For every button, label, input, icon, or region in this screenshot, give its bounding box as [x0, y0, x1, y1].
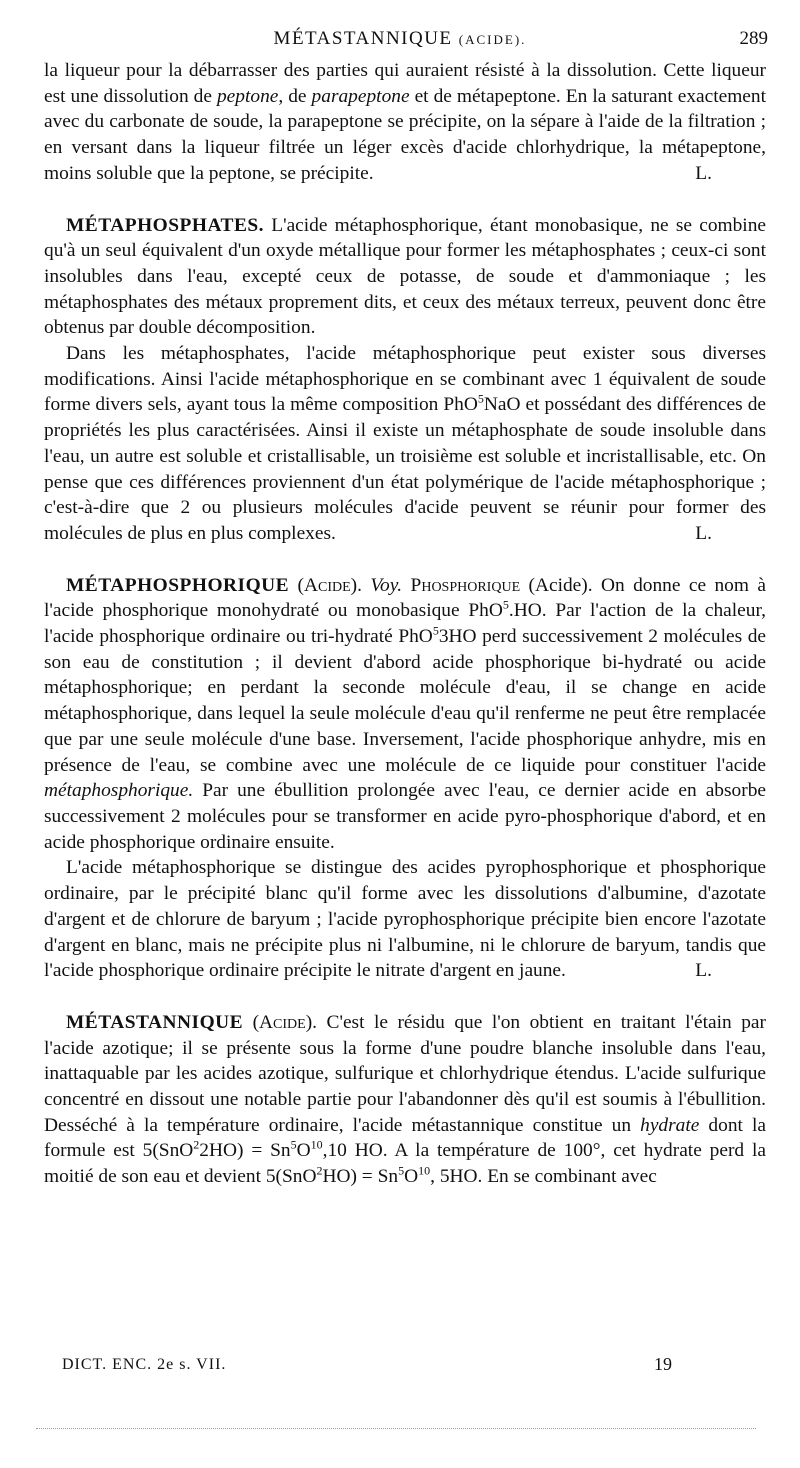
page-footer	[0, 1352, 800, 1382]
text-run: Dans les métaphosphates, l'acide métaphosphorique peut exister sous diverses modifications. Ainsi l'acide métaphosphorique en se combinant avec 1 équivalent de soude forme divers sels, ayant tous la même composition PhO	[44, 343, 766, 416]
text-run: et de métapeptone. En la saturant exactement avec du carbonate de soude, la parapeptone se précipite, on la sépare à l'aide de la filtration ; en versant dans la liqueur filtrée un léger excès d'acide chlorhydrique, la métapeptone, moins soluble que la peptone, se précipite.	[44, 85, 766, 184]
spacer	[44, 547, 766, 573]
running-title-word: MÉTASTANNIQUE	[273, 28, 453, 49]
cross-reference: Phosphorique	[410, 574, 521, 596]
entry-metastannique	[44, 1010, 766, 1190]
footer-sheet-number: 19	[654, 1354, 672, 1374]
text-run: L'acide métaphosphorique, étant monobasique, ne se combine qu'à un seul équivalent d'un oxyde métallique pour former les métaphosphates ; ceux-ci sont insolubles dans l'eau, excepté ceux de potasse, de soude et d'ammoniaque ; les métaphosphates des métaux proprement dits, et ceux des métaux terreux, peuvent donc être obtenus par double décomposition.	[44, 214, 766, 339]
entry-acide: (Acide).	[252, 1011, 318, 1033]
text-run: On donne ce nom à l'acide phosphorique monohydraté ou monobasique PhO	[44, 574, 766, 622]
text-run: la liqueur pour la débarrasser des parties qui auraient résisté à la dissolution. Cette liqueur est une dissolution de	[44, 60, 766, 107]
text-run: Par une ébullition prolongée avec l'eau, ce dernier acide en absorbe successivement 2 molécules pour se transformer en acide pyro-phosphorique d'abord, et en acide phosphorique ordinaire ensuite.	[44, 780, 766, 853]
signature: L.	[695, 162, 712, 184]
entry-acide: (Acide).	[297, 574, 362, 596]
superscript: 10	[310, 1137, 323, 1152]
term-peptone: peptone	[216, 85, 279, 107]
term-hydrate: hydrate	[640, 1114, 700, 1136]
cross-reference-acide: (Acide).	[528, 574, 593, 596]
running-title	[240, 28, 560, 50]
page-body	[44, 58, 766, 1190]
spacer	[44, 984, 766, 1010]
entry-heading: MÉTASTANNIQUE	[66, 1011, 244, 1033]
running-title-paren: (ACIDE).	[458, 32, 527, 47]
bottom-dotted-rule	[36, 1428, 756, 1431]
signature: L.	[695, 960, 712, 982]
superscript: 2	[316, 1163, 323, 1178]
text-run: 3HO perd successivement 2 molécules de son eau de constitution ; il devient d'abord acide phosphorique bi-hydraté ou acide métaphosphorique; en perdant la seconde molécule d'eau, il se change en acide métaphosphorique, dans lequel la seule molécule d'eau qu'il renferme ne peut être remplacée que par une seule molécule d'une base. Inversement, l'acide phosphorique anhydre, mis en présence de l'eau, se combine avec une molécule de ce liquide pour constituer l'acide	[44, 626, 767, 776]
entry-metaphosphates	[44, 213, 766, 342]
superscript: 10	[418, 1163, 431, 1178]
paragraph-metaphosphorique-2	[44, 855, 766, 984]
text-run: O	[404, 1166, 419, 1188]
text-run: dont la formule est 5(SnO	[44, 1114, 766, 1162]
term-metaphosphorique: métaphosphorique.	[44, 780, 194, 802]
term-parapeptone: parapeptone	[311, 85, 410, 107]
entry-metaphosphorique	[44, 573, 766, 856]
text-run: NaO et possédant des différences de propriétés les plus caractérisées. Ainsi il existe un métaphosphate de soude insoluble dans l'eau, un autre est soluble et cristallisable, un troisième est soluble et incristallisable, etc. On pense que ces différences proviennent d'un état polymérique de l'acide métaphosphorique ; c'est-à-dire que 2 ou plusieurs molécules d'acide peuvent se réunir pour former des molécules de plus en plus complexes.	[44, 394, 766, 544]
text-run: ,10 HO. A la température de 100°, cet hydrate perd la moitié de son eau et devient 5(SnO	[44, 1140, 766, 1188]
text-run: O	[296, 1140, 311, 1162]
text-run: 2HO) = Sn	[199, 1140, 291, 1162]
footer-signature-mark: DICT. ENC. 2e s. VII.	[62, 1356, 227, 1373]
voy: Voy.	[370, 574, 403, 596]
text-run: HO) = Sn	[322, 1166, 399, 1188]
signature: L.	[695, 522, 712, 544]
superscript: 5	[432, 623, 439, 638]
superscript: 5	[290, 1137, 297, 1152]
superscript: 5	[477, 391, 484, 406]
superscript: 5	[502, 597, 509, 612]
paragraph-metaphosphates-2	[44, 341, 766, 547]
running-header	[0, 22, 800, 52]
entry-heading: MÉTAPHOSPHATES.	[66, 214, 265, 236]
text-run: C'est le résidu que l'on obtient en traitant l'étain par l'acide azotique; il se présente sous la forme d'une poudre blanche insoluble dans l'eau, inattaquable par les acides azotique, sulfurique et chlorhydrique étendus. L'acide sulfurique concentré en dissout une notable partie pour l'abandonner dès qu'il est soumis à l'ébullition. Desséché à la température ordinaire, l'acide métastannique constitue un	[44, 1011, 766, 1136]
superscript: 5	[398, 1163, 405, 1178]
page-number: 289	[739, 28, 768, 49]
spacer	[44, 187, 766, 213]
text-run: .HO. Par l'action de la chaleur, l'acide phosphorique ordinaire ou tri-hydraté PhO	[44, 600, 766, 648]
entry-heading: MÉTAPHOSPHORIQUE	[66, 574, 290, 596]
paragraph-peptone	[44, 58, 766, 187]
text-run: , de	[278, 85, 312, 107]
text-run: L'acide métaphosphorique se distingue des acides pyrophosphorique et phosphorique ordinaire, par le précipité blanc qu'il forme avec les dissolutions d'albumine, d'azotate d'argent et de chlorure de baryum ; l'acide pyrophosphorique précipite bien encore l'azotate d'argent en blanc, mais ne précipite plus ni l'albumine, ni le chlorure de baryum, tandis que l'acide phosphorique ordinaire précipite le nitrate d'argent en jaune.	[44, 857, 766, 982]
text-run: , 5HO. En se combinant avec	[430, 1166, 657, 1188]
superscript: 2	[193, 1137, 200, 1152]
